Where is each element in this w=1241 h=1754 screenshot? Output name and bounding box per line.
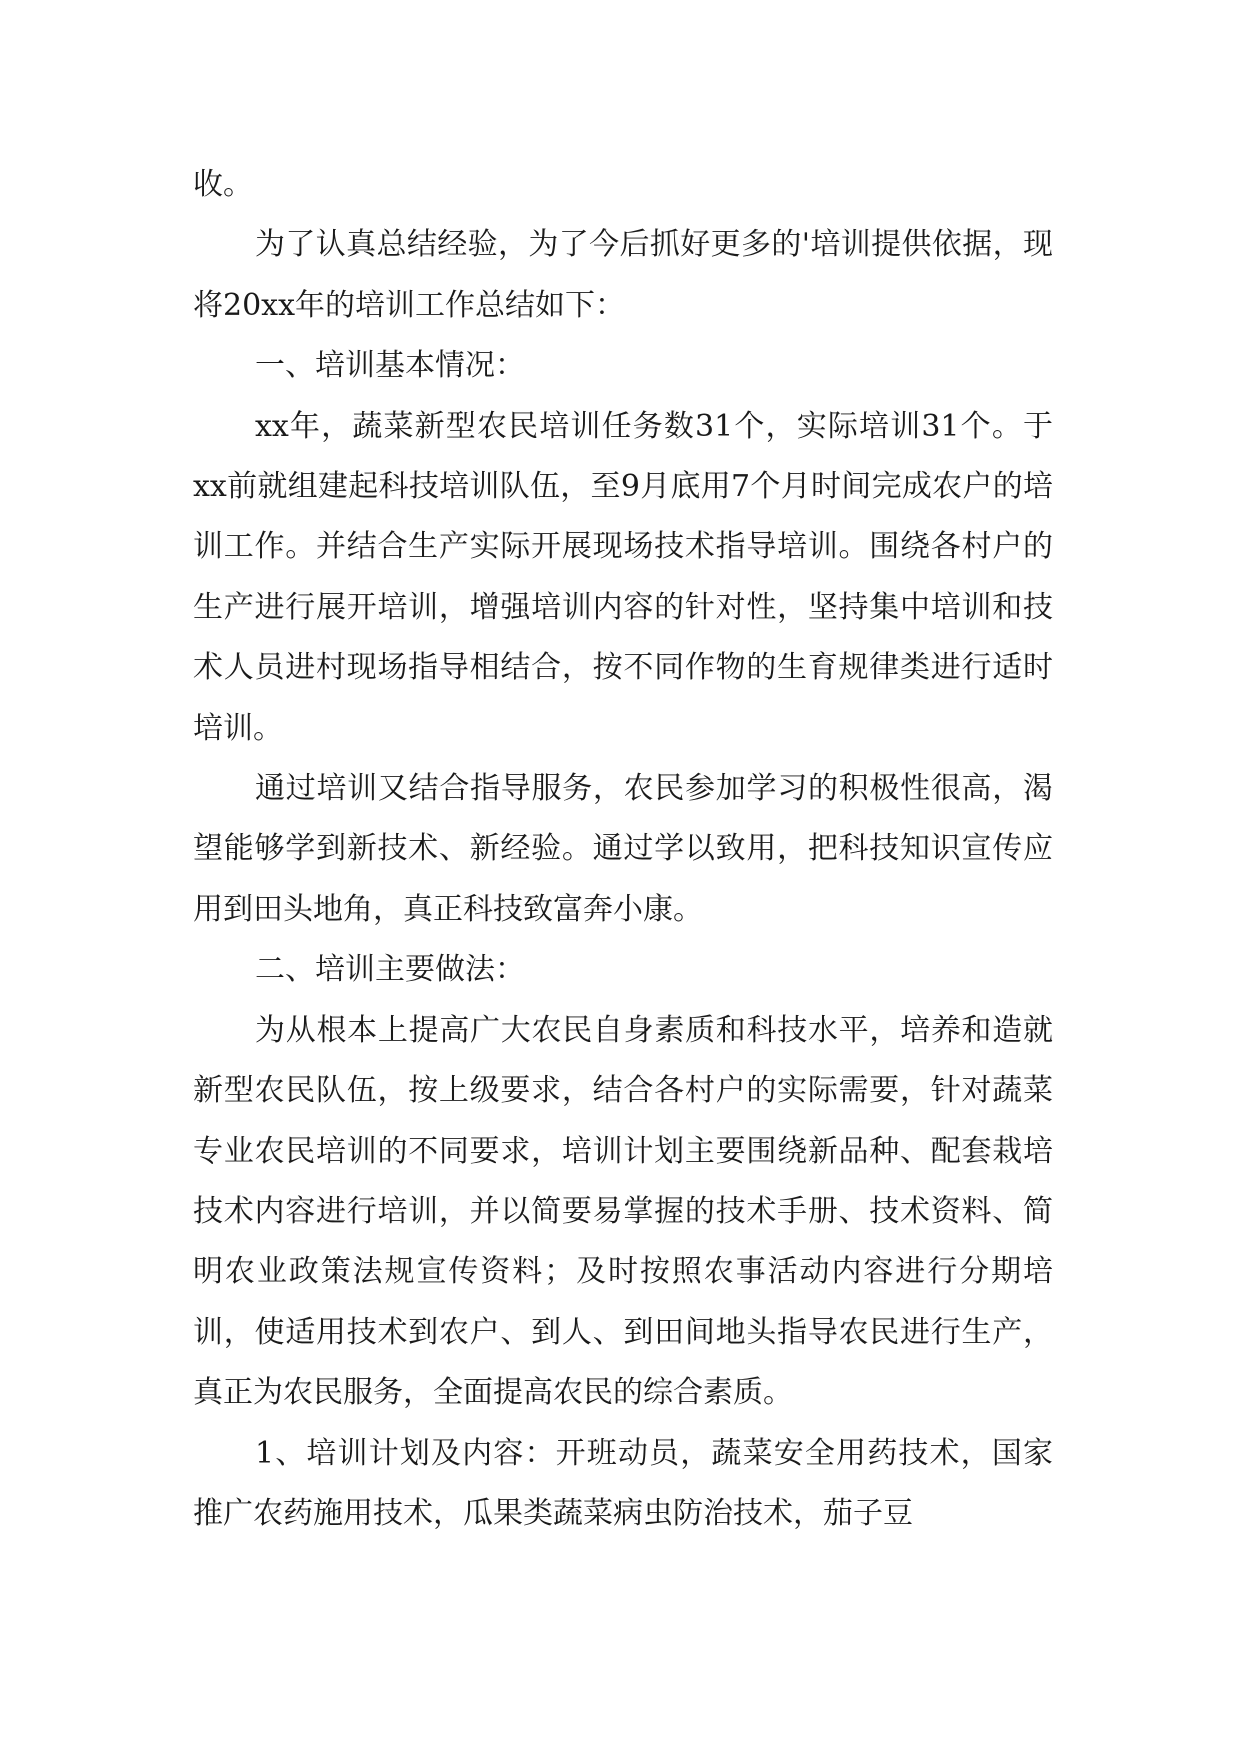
intro-paragraph: 为了认真总结经验，为了今后抓好更多的'培训提供依据，现将20xx年的培训工作总结如下： [193, 227, 1053, 323]
training-plan-paragraph: 1、培训计划及内容：开班动员，蔬菜安全用药技术，国家推广农药施用技术，瓜果类蔬菜病虫防治技术，茄子豆 [193, 1435, 1053, 1531]
section-heading-main-methods: 二、培训主要做法： [255, 952, 525, 988]
main-methods-paragraph: 为从根本上提高广大农民自身素质和科技水平，培养和造就新型农民队伍，按上级要求，结合各村户的实际需要，针对蔬菜专业农民培训的不同要求，培训计划主要围绕新品种、配套栽培技术内容进行培训，并以简要易掌握的技术手册、技术资料、简明农业政策法规宣传资料；及时按照农事活动内容进行分期培训，使适用技术到农户、到人、到田间地头指导农民进行生产，真正为农民服务，全面提高农民的综合素质。 [193, 1012, 1053, 1411]
document-body [193, 155, 1053, 1544]
basic-situation-paragraph: xx年，蔬菜新型农民培训任务数31个，实际培训31个。于xx前就组建起科技培训队伍，至9月底用7个月时间完成农户的培训工作。并结合生产实际开展现场技术指导培训。围绕各村户的生产进行展开培训，增强培训内容的针对性，坚持集中培训和技术人员进村现场指导相结合，按不同作物的生育规律类进行适时培训。 [193, 408, 1053, 746]
continued-paragraph-ending: 收。 [193, 167, 253, 202]
training-outcome-paragraph: 通过培训又结合指导服务，农民参加学习的积极性很高，渴望能够学到新技术、新经验。通过学以致用，把科技知识宣传应用到田头地角，真正科技致富奔小康。 [193, 771, 1053, 927]
section-heading-basic-situation: 一、培训基本情况： [255, 348, 525, 384]
